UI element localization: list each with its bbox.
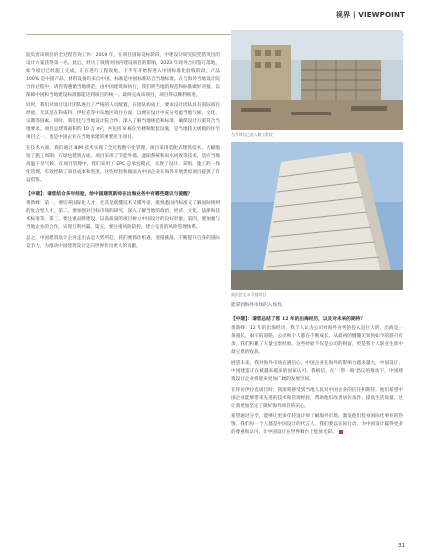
left-column [26,52,220,250]
end-mark-icon [339,430,343,434]
answer-paragraph: 总之，中国建筑设计企业走出去是大势所趋，我们要抓住机遇，迎接挑战，不断提升自身的国际竞争力，为推动中国建筑设计走向世界作出更大的贡献。 [26,235,220,249]
page-header [0,10,427,28]
construction-image [231,30,403,130]
section-label: 视界 | VIEWPOINT [335,11,405,19]
interview-question: 【中建】：请您结合多年经验，给中国建筑新师在出海业务中有哪些建议与提醒？ [26,191,193,197]
body-paragraph: 在技术方面，我们通过 BIM 技术实现了全过程数字化管理。项目采用装配式建筑技术，大幅缩短了施工周期；在绿色建筑方面，项目采用了节能外墙、遮阳系统和雨水回收等技术，适应当地高温干旱气候。在项目管理中，我们采用了 EPC 总承包模式，实现了设计、采购、施工的一体化管理，有效控制了项目成本和进度。这些经验和做法为中国企业在海外开展类似项目提供了有益借鉴。 [26,145,220,183]
photo-caption: 当今项目已进入竣工阶段 [231,132,273,137]
body-paragraph: 能拿到海外市场的入场券。 [231,303,287,308]
answer-paragraph: 在拜访伊拉克项目时，我深刻感受到当地人民对中国企业的信任和期待。他们希望中国企业能够带来先进的技术和管理经验，帮助他们改善居住条件、提高生活质量。这让我更加坚定了做好海外项目的决心。 [231,387,403,409]
residential-tower-image [231,142,403,290]
photo-caption: 高层住宅 5 号楼项目 [231,292,267,297]
closing-paragraph-text: 希望通过分享，能够让更多年轻设计师了解海外市场，激发他们投身国际化事业的热情。我们每一个人都是中国设计的代言人，我们要以实际行动，为中国设计赢得更多的尊重和认可，让中国设计在世界舞台上绽放光彩。 [231,414,403,436]
answer-paragraph: 展望未来，我对海外市场充满信心。中国企业在海外的影响力越来越大，中国设计、中国建造正在被越来越多的国家认可。我相信，在'一带一路'倡议的推动下，中国建筑设计企业将迎来更加广阔的发展空间。 [231,361,403,382]
answer-paragraph [231,413,403,437]
answer-paragraph: 黄新峰：第一，要培养国际化人才，尤其是既懂技术又懂外语、既熟悉国内标准又了解国际规则的复合型人才。第二，要加强对目标市场的研究，深入了解当地的政治、经济、文化、法律和技术标准等。第三，要注重品牌建设，以高质量的项目树立中国设计的良好形象。第四，要加强与当地企业的合作，实现互利共赢。第五，要注重风险防控，建立完善的风险管理体系。 [26,201,220,230]
right-column [231,30,403,437]
body-paragraph: 院负责该项目的全过程咨询工作：2019 年，在项目国际竞标阶段，中建设计研究院凭借突出的设计方案获得第一名。此后，经历了疫情对国内建设项目的影响，2023 年商务合同签订落地，如今项目已经施工完成，正在进行工程收尾，下半年开始将进入中国标准化验收阶段，产品 100% 是中国产品，材料设备均来自中国，标准是中国标准结合当地标准。在与海外当地设计院合作过程中，请咨询遵循当地规范，由中国建筑师执行，我们将当地的规范和标准做好对接，以保障中国和当地建设标准都能达到项目的统一。最终完成该项目，项目得以顺利推进。 [26,53,220,98]
answer-paragraph: 黄新峰：12 年的出海经历，我个人认为公司对海外业务的投入是巨大的，出海是一条漫长、艰辛的道路，公司和个人都在不断成长。从最初的懵懂无知到如今的游刃有余，我们积累了大量宝贵经验。这些经验不仅是公司的财富，更是我个人职业生涯中最宝贵的收获。 [231,326,403,356]
body-paragraph: 同时，我们对项目设计团队进行了严格的人员配置，在团队构成上，要求设计团队具有国际项目经验，尤其是在科威特、伊拉克等中东地区项目方面，以便在设计中充分考虑当地气候、文化、宗教等因素。同时，我们还与当地设计院合作，深入了解当地规范和标准，确保设计方案符合当地要求。项目总建筑面积约 10 万 m²，共包括 8 栋住宅楼和配套设施，是当地较大规模的住宅项目之一，也是中国企业在当地承建的重要民生项目。 [26,103,220,141]
page-number: 31 [398,543,405,549]
tower-photo [231,142,403,290]
interview-question: 【中建】：请您总结了您 12 年的出海经历，以及对未来的期待？ [231,316,366,322]
construction-site-photo [231,30,403,130]
